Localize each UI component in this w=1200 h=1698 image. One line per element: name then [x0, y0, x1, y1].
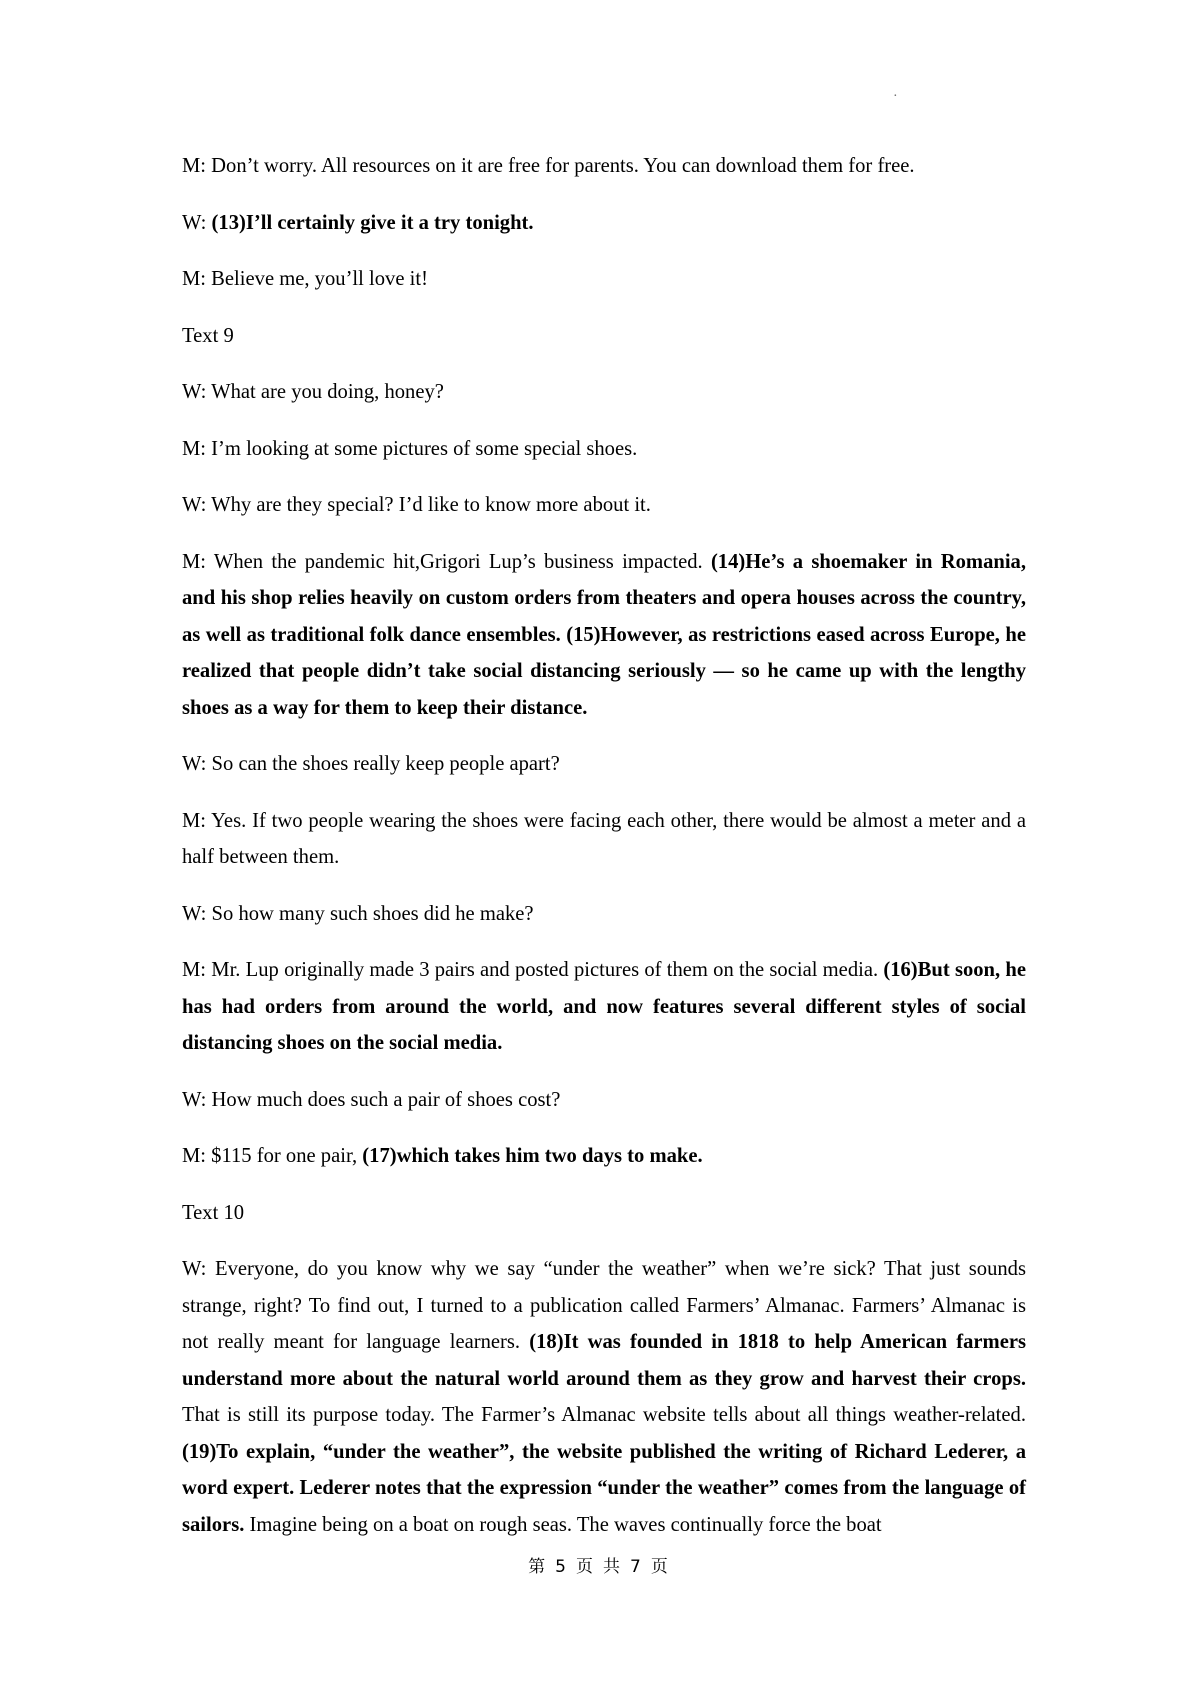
paragraph [182, 205, 1026, 242]
footer-ye-2: 页 [650, 1557, 672, 1577]
footer-page-number: 5 [555, 1557, 570, 1577]
top-mark: · [893, 89, 898, 104]
paragraph [182, 952, 1026, 1062]
text-segment: W: [182, 211, 212, 234]
text-segment: M: Yes. If two people wearing the shoes were facing each other, there would be almost a meter and a half between them. [182, 809, 1026, 868]
text-segment: W: How much does such a pair of shoes cost? [182, 1088, 561, 1111]
paragraph [182, 1082, 1026, 1119]
text-segment: Text 9 [182, 324, 234, 347]
footer-di: 第 [528, 1557, 550, 1577]
bold-text-segment: (17)which takes him two days to make. [362, 1145, 703, 1167]
paragraph [182, 431, 1026, 468]
text-segment: M: $115 for one pair, [182, 1145, 363, 1167]
page-footer [0, 1555, 1200, 1579]
text-segment: M: When the pandemic hit,Grigori Lup’s business impacted. [182, 550, 711, 573]
bold-text-segment: (18)It was founded in 1818 to help American farmers understand more about the natural world around them as they grow and harvest their crops. [182, 1331, 1026, 1390]
text-segment: W: So can the shoes really keep people apart? [182, 753, 560, 775]
bold-text-segment: (19)To explain, “under the weather”, the website published the writing of Richard Lederer, a word expert. Lederer notes that the expression “under the weather” comes from the language of sailors. [182, 1440, 1026, 1536]
paragraph [182, 1251, 1026, 1543]
footer-total-pages: 7 [630, 1557, 645, 1577]
footer-ye: 页 [576, 1557, 597, 1577]
paragraph [182, 487, 1026, 524]
text-segment: W: Everyone, do you know why we say “under the weather” when we’re sick? That just sounds strange, right? To find out, I turned to a publication called Farmers’ Almanac. Farmers’ Almanac is not really meant for language learners. [182, 1258, 1026, 1353]
paragraph [182, 148, 1026, 185]
paragraph [182, 544, 1026, 727]
paragraph [182, 746, 1026, 783]
paragraph [182, 1195, 1026, 1232]
text-segment: M: I’m looking at some pictures of some special shoes. [182, 437, 638, 460]
text-segment: W: Why are they special? I’d like to know more about it. [182, 494, 651, 516]
bold-text-segment: (16)But soon, he has had orders from around the world, and now features several different styles of social distancing shoes on the social media. [182, 959, 1026, 1054]
bold-text-segment: (13)I’ll certainly give it a try tonight. [211, 211, 534, 234]
paragraph [182, 803, 1026, 876]
paragraph [182, 374, 1026, 411]
paragraph [182, 896, 1026, 933]
text-segment: Imagine being on a boat on rough seas. The waves continually force the boat [244, 1513, 882, 1536]
text-segment: M: Believe me, you’ll love it! [182, 268, 428, 290]
paragraph [182, 318, 1026, 355]
text-segment: W: What are you doing, honey? [182, 381, 444, 403]
bold-text-segment: (14)He’s a shoemaker in Romania, and his shop relies heavily on custom orders from theaters and opera houses across the country, as well as traditional folk dance ensembles. (15)However, as restrictions eased across Europe, he realized that people didn’t take social distancing seriously — so he came up with the lengthy shoes as a way for them to keep their distance. [182, 550, 1026, 719]
footer-gong: 共 [603, 1557, 624, 1577]
paragraph [182, 261, 1026, 298]
text-segment: That is still its purpose today. The Farmer’s Almanac website tells about all things weather-related. [182, 1404, 1026, 1426]
paragraph [182, 1138, 1026, 1175]
text-segment: M: Mr. Lup originally made 3 pairs and posted pictures of them on the social media. [182, 959, 884, 981]
text-segment: M: Don’t worry. All resources on it are free for parents. You can download them for free. [182, 155, 915, 177]
text-segment: W: So how many such shoes did he make? [182, 902, 534, 925]
page-body [182, 148, 1026, 1563]
text-segment: Text 10 [182, 1201, 245, 1224]
